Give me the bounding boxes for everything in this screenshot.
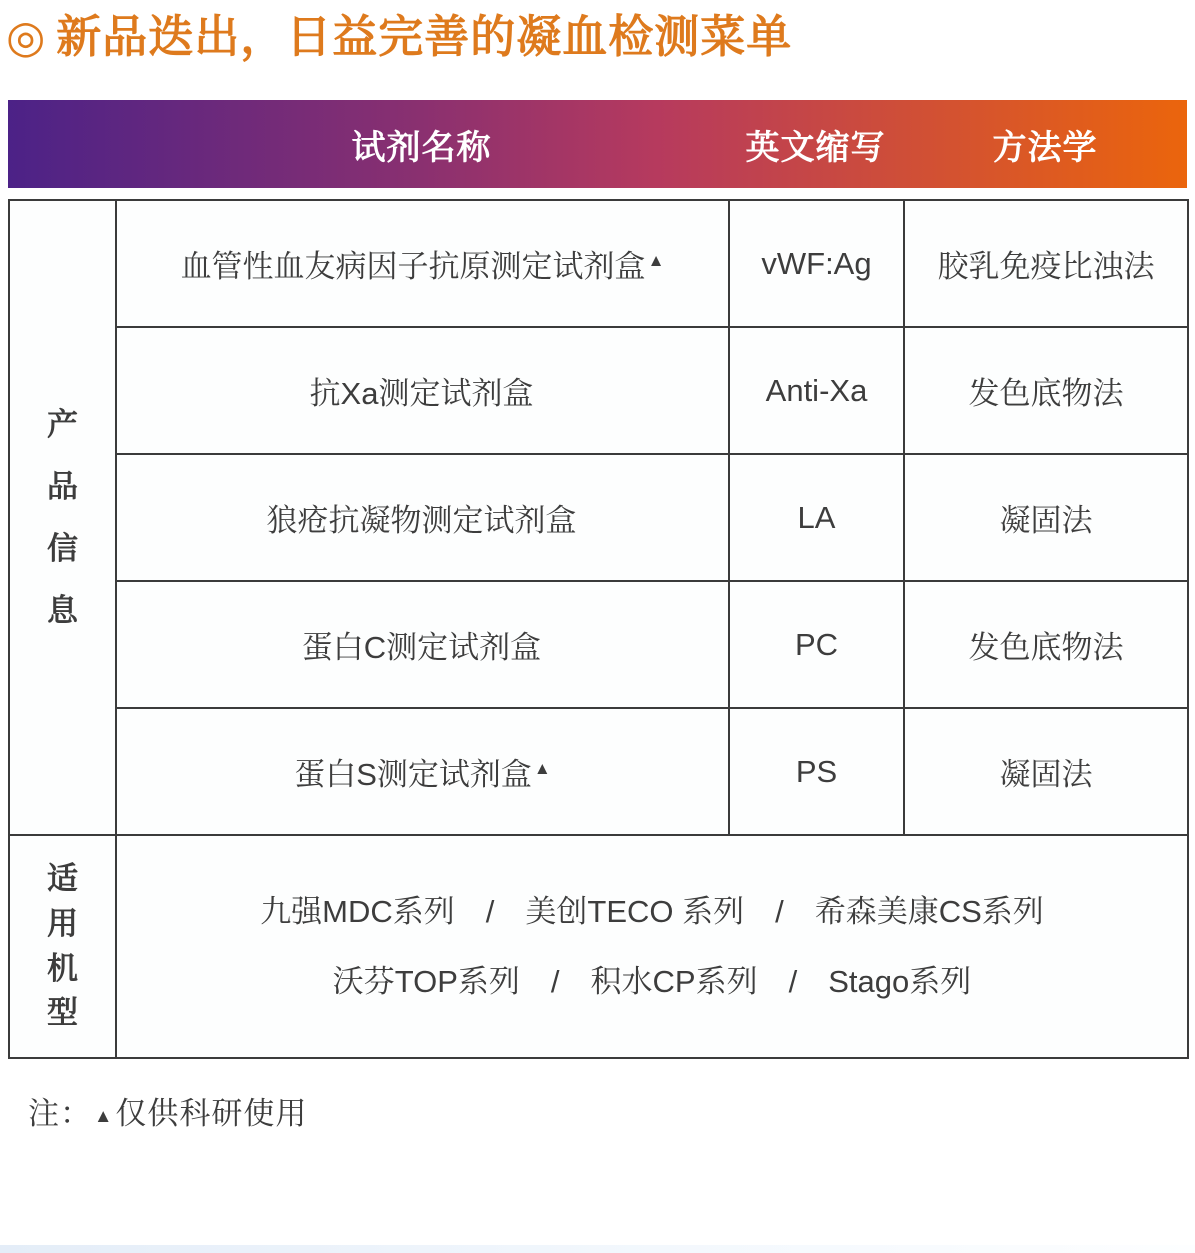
abbreviation-cell: Anti-Xa bbox=[729, 327, 904, 454]
table-row bbox=[9, 708, 1188, 835]
applicable-models-cell bbox=[116, 835, 1188, 1058]
header-methodology: 方法学 bbox=[992, 128, 1098, 167]
footnote-prefix: 注： bbox=[28, 1096, 92, 1131]
product-info-vertical-label: 产品信息 bbox=[47, 406, 78, 628]
row-group-label-product-info bbox=[9, 200, 116, 835]
models-vertical-label: 适用机型 bbox=[47, 860, 78, 1031]
title-bullet-icon: ◎ bbox=[6, 11, 47, 62]
reagent-name-cell bbox=[116, 327, 729, 454]
methodology-cell: 凝固法 bbox=[904, 708, 1188, 835]
table-row-applicable-models bbox=[9, 835, 1188, 1058]
page-title bbox=[6, 0, 792, 65]
footnote bbox=[28, 1088, 307, 1133]
reagent-name: 狼疮抗凝物测定试剂盒 bbox=[266, 503, 577, 538]
reagent-name-cell bbox=[116, 708, 729, 835]
reagent-name-cell bbox=[116, 200, 729, 327]
reagent-name: 蛋白C测定试剂盒 bbox=[301, 630, 542, 665]
table-header-bar bbox=[8, 100, 1187, 188]
table-row bbox=[9, 454, 1188, 581]
reagent-name: 抗Xa测定试剂盒 bbox=[309, 376, 534, 411]
methodology-cell: 胶乳免疫比浊法 bbox=[904, 200, 1188, 327]
abbreviation-cell: vWF:Ag bbox=[729, 200, 904, 327]
models-line-1: 九强MDC系列 / 美创TECO 系列 / 希森美康CS系列 bbox=[260, 893, 1044, 929]
abbreviation-cell: PS bbox=[729, 708, 904, 835]
header-reagent-name: 试剂名称 bbox=[351, 128, 492, 167]
bottom-accent-bar bbox=[0, 1245, 1195, 1253]
table-row bbox=[9, 327, 1188, 454]
methodology-cell: 凝固法 bbox=[904, 454, 1188, 581]
reagent-name-cell bbox=[116, 581, 729, 708]
table-row bbox=[9, 581, 1188, 708]
header-spacer bbox=[8, 100, 115, 188]
row-group-label-models bbox=[9, 835, 116, 1058]
reagent-name: 蛋白S测定试剂盒 bbox=[294, 757, 532, 792]
reagent-name: 血管性血友病因子抗原测定试剂盒 bbox=[180, 249, 646, 284]
methodology-cell: 发色底物法 bbox=[904, 581, 1188, 708]
triangle-marker-icon: ▲ bbox=[94, 1104, 114, 1126]
models-line-2: 沃芬TOP系列 / 积水CP系列 / Stago系列 bbox=[332, 963, 972, 999]
research-only-marker: ▲ bbox=[647, 250, 665, 270]
product-table bbox=[8, 199, 1189, 1059]
reagent-name-cell bbox=[116, 454, 729, 581]
abbreviation-cell: LA bbox=[729, 454, 904, 581]
methodology-cell: 发色底物法 bbox=[904, 327, 1188, 454]
page-title-text: 新品迭出，日益完善的凝血检测菜单 bbox=[56, 11, 793, 62]
header-abbreviation: 英文缩写 bbox=[745, 128, 886, 167]
footnote-text: 仅供科研使用 bbox=[115, 1096, 308, 1131]
table-row bbox=[9, 200, 1188, 327]
research-only-marker: ▲ bbox=[533, 758, 551, 778]
abbreviation-cell: PC bbox=[729, 581, 904, 708]
